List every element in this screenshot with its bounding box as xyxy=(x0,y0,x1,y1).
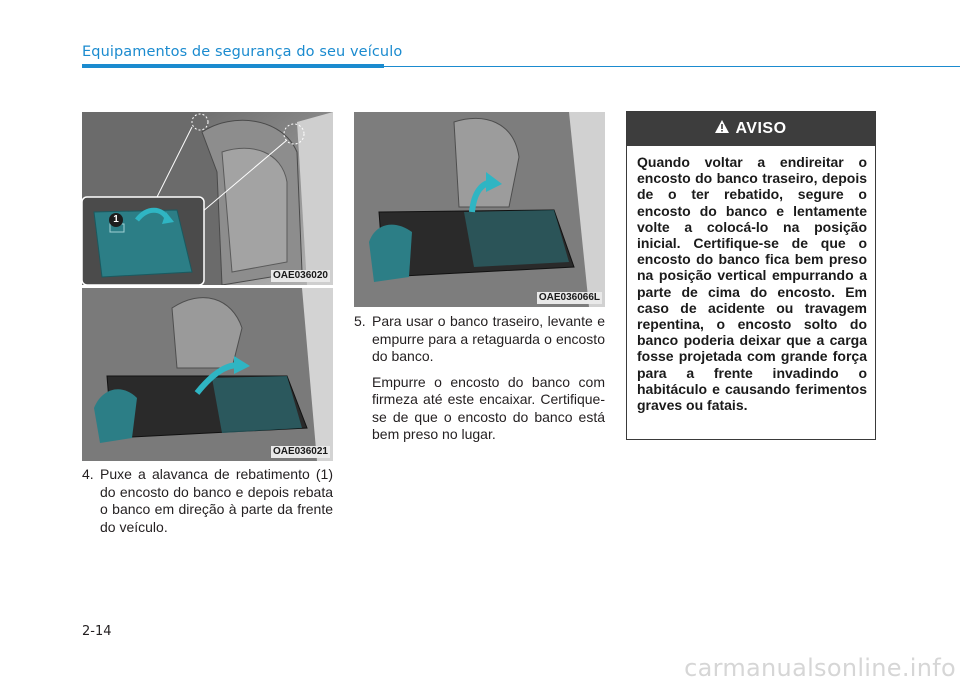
warning-header xyxy=(627,112,875,146)
step-number: 4. xyxy=(82,466,94,482)
figure-code: OAE036021 xyxy=(272,446,328,457)
header-rule-thick xyxy=(82,64,384,68)
warning-title: AVISO xyxy=(735,120,787,137)
figure-code: OAE036066L xyxy=(538,292,600,303)
warning-box xyxy=(626,111,876,440)
header-rule-thin xyxy=(384,66,960,67)
figure-seat-lever xyxy=(82,112,333,285)
figure-code: OAE036020 xyxy=(272,270,328,281)
figure-seat-raise xyxy=(354,112,605,307)
page-number: 2-14 xyxy=(82,624,112,639)
step-5 xyxy=(354,313,605,444)
step-text-continued: Empurre o encosto do banco com firmeza até este encaixar. Certifique-se de que o encosto do banco está bem preso no lugar. xyxy=(372,373,605,442)
warning-triangle-icon xyxy=(715,120,729,138)
callout-number: 1 xyxy=(109,213,123,227)
step-text: Para usar o banco traseiro, levante e empurre para a retaguarda o encosto do banco. xyxy=(372,313,605,364)
warning-text: Quando voltar a endireitar o encosto do banco traseiro, depois de o ter rebatido, segure o encosto do banco e lentamente volte a colocá-lo na posição inicial. Certifique-se de que o encosto do banco fica bem preso na posição vertical empurrando a parte de cima do encosto. Em caso de acidente ou travagem repentina, o encosto solto do banco poderia deixar que a carga fosse projetada com grande força para a frente invadindo o habitáculo e causando ferimentos graves ou fatais. xyxy=(637,154,867,414)
section-title: Equipamentos de segurança do seu veículo xyxy=(82,44,403,60)
step-text: Puxe a alavanca de rebatimento (1) do encosto do banco e depois rebata o banco em direção à parte da frente do veículo. xyxy=(100,466,333,535)
step-number: 5. xyxy=(354,313,366,329)
watermark: carmanualsonline.info xyxy=(684,654,956,682)
figure-seat-folded xyxy=(82,288,333,461)
step-4 xyxy=(82,466,333,536)
